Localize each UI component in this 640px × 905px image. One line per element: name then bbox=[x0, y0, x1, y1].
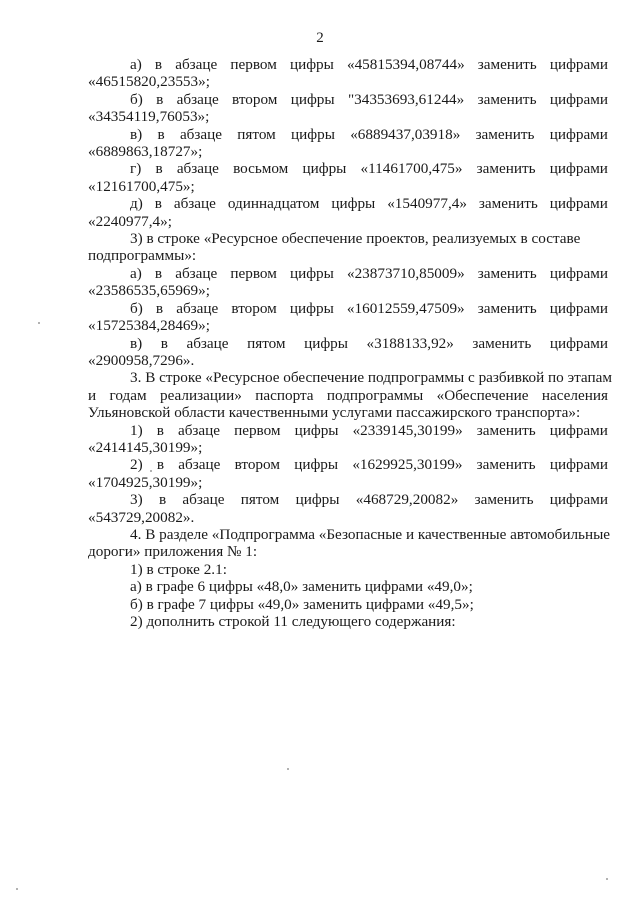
text-line bbox=[88, 456, 608, 473]
word: цифры bbox=[331, 195, 376, 213]
word: б) bbox=[130, 90, 143, 108]
text-line: «23586535,65969»; bbox=[88, 282, 210, 300]
word: цифрами bbox=[549, 160, 608, 178]
word: а) bbox=[130, 264, 142, 282]
word: в) bbox=[130, 125, 143, 143]
word: «45815394,08744» bbox=[346, 56, 465, 73]
text-line: Ульяновской области качественными услугами пассажирского транспорта»: bbox=[88, 404, 581, 422]
word: цифрами bbox=[549, 456, 608, 474]
word: «468729,20082» bbox=[355, 491, 459, 509]
word: заменить bbox=[472, 334, 532, 352]
word: б) bbox=[130, 299, 143, 317]
text-line: 1) в строке 2.1: bbox=[130, 560, 227, 578]
word: абзаце bbox=[176, 160, 219, 178]
text-line: 4. В разделе «Подпрограмма «Безопасные и качественные автомобильные bbox=[130, 525, 611, 543]
text-line bbox=[88, 195, 608, 212]
text-line: «34354119,76053»; bbox=[88, 108, 210, 126]
text-line: «12161700,475»; bbox=[88, 177, 195, 195]
word: в bbox=[154, 264, 163, 282]
word: цифрами bbox=[549, 299, 608, 317]
word: восьмом bbox=[233, 160, 289, 178]
word: цифры bbox=[289, 299, 334, 317]
word: заменить bbox=[476, 160, 536, 178]
text-line: б) в графе 7 цифры «49,0» заменить цифрами «49,5»; bbox=[130, 595, 474, 613]
scan-speck bbox=[287, 768, 289, 770]
word: абзаце bbox=[175, 264, 218, 282]
text-line: 2) дополнить строкой 11 следующего содержания: bbox=[130, 613, 456, 630]
word: 2) bbox=[130, 456, 143, 474]
word: «1629925,30199» bbox=[352, 456, 463, 474]
word: пятом bbox=[237, 125, 276, 143]
word: «Обеспечение bbox=[436, 386, 529, 404]
word: заменить bbox=[476, 456, 536, 474]
word: «1540977,4» bbox=[387, 195, 467, 213]
text-line bbox=[88, 160, 608, 177]
scan-speck bbox=[150, 470, 152, 472]
word: заменить bbox=[477, 299, 537, 317]
word: заменить bbox=[477, 264, 537, 282]
word: «16012559,47509» bbox=[346, 299, 465, 317]
text-line: 3) в строке «Ресурсное обеспечение проектов, реализуемых в составе bbox=[130, 230, 581, 248]
word: цифры bbox=[295, 491, 340, 509]
text-line: «46515820,23553»; bbox=[88, 73, 210, 91]
word: заменить bbox=[477, 90, 537, 108]
text-line: «2900958,7296». bbox=[88, 351, 195, 369]
word: заменить bbox=[477, 56, 537, 73]
word: цифрами bbox=[549, 90, 608, 108]
word: в bbox=[158, 491, 167, 509]
text-line bbox=[88, 56, 608, 73]
word: в bbox=[155, 299, 164, 317]
word: в) bbox=[130, 334, 143, 352]
text-line: а) в графе 6 цифры «48,0» заменить цифрами «49,0»; bbox=[130, 578, 473, 596]
text-line: «15725384,28469»; bbox=[88, 317, 210, 335]
scan-speck bbox=[16, 888, 18, 890]
word: цифрами bbox=[549, 56, 608, 73]
word: в bbox=[154, 56, 163, 73]
word: цифры bbox=[294, 421, 339, 439]
word: цифрами bbox=[549, 491, 608, 509]
word: в bbox=[156, 456, 165, 474]
word: реализации» bbox=[160, 386, 242, 404]
word: первом bbox=[234, 421, 281, 439]
word: пятом bbox=[240, 491, 280, 509]
word: годам bbox=[109, 386, 147, 404]
word: в bbox=[157, 125, 165, 143]
text-line bbox=[88, 91, 608, 108]
document-body bbox=[88, 56, 612, 630]
word: в bbox=[156, 421, 164, 439]
word: цифры bbox=[294, 456, 339, 474]
word: заменить bbox=[474, 491, 534, 509]
word: втором bbox=[232, 90, 278, 108]
text-line: дороги» приложения № 1: bbox=[88, 543, 258, 561]
word: заменить bbox=[476, 421, 536, 439]
word: абзаце bbox=[177, 421, 221, 439]
word: в bbox=[160, 334, 168, 352]
word: втором bbox=[234, 456, 280, 474]
text-line bbox=[88, 387, 608, 404]
word: а) bbox=[130, 56, 142, 73]
text-line: «6889863,18727»; bbox=[88, 143, 203, 161]
word: «23873710,85009» bbox=[346, 264, 465, 282]
word: в bbox=[156, 90, 164, 108]
word: заменить bbox=[478, 195, 538, 213]
word: цифры bbox=[289, 56, 334, 73]
word: «2339145,30199» bbox=[352, 421, 463, 439]
word: первом bbox=[230, 56, 277, 73]
text-line bbox=[88, 265, 608, 282]
text-line bbox=[88, 300, 608, 317]
word: подпрограммы bbox=[326, 386, 424, 404]
word: цифрами bbox=[549, 125, 608, 143]
text-line bbox=[88, 335, 608, 352]
word: цифры bbox=[304, 334, 348, 352]
word: г) bbox=[130, 160, 142, 178]
word: абзаце bbox=[182, 491, 225, 509]
word: абзаце bbox=[179, 125, 223, 143]
word: цифры bbox=[291, 125, 335, 143]
text-line bbox=[88, 422, 608, 439]
text-line: подпрограммы»: bbox=[88, 247, 197, 265]
word: пятом bbox=[247, 334, 286, 352]
word: 1) bbox=[130, 421, 143, 439]
word: одиннадцатом bbox=[227, 195, 320, 213]
word: абзаце bbox=[178, 456, 221, 474]
word: «11461700,475» bbox=[360, 160, 463, 178]
text-line: «1704925,30199»; bbox=[88, 473, 203, 491]
word: 3) bbox=[130, 491, 143, 509]
word: заменить bbox=[475, 125, 535, 143]
word: втором bbox=[231, 299, 277, 317]
word: в bbox=[154, 195, 162, 213]
text-line: «2240977,4»; bbox=[88, 212, 172, 230]
text-line bbox=[88, 491, 608, 508]
word: цифрами bbox=[549, 195, 608, 213]
word: абзаце bbox=[186, 334, 229, 352]
text-line: 3. В строке «Ресурсное обеспечение подпрограммы с разбивкой по этапам bbox=[130, 369, 612, 387]
word: и bbox=[88, 386, 97, 404]
word: цифры bbox=[290, 90, 335, 108]
word: "34353693,61244» bbox=[347, 90, 465, 108]
word: паспорта bbox=[255, 386, 314, 404]
word: абзаце bbox=[176, 90, 219, 108]
text-line bbox=[88, 126, 608, 143]
word: цифрами bbox=[549, 264, 608, 282]
word: абзаце bbox=[175, 56, 218, 73]
word: цифры bbox=[302, 160, 347, 178]
word: населения bbox=[541, 386, 608, 404]
word: цифрами bbox=[549, 334, 608, 352]
word: «3188133,92» bbox=[366, 334, 454, 352]
word: первом bbox=[230, 264, 277, 282]
word: в bbox=[155, 160, 163, 178]
word: абзаце bbox=[176, 299, 219, 317]
scan-speck bbox=[606, 878, 608, 880]
word: цифрами bbox=[549, 421, 608, 439]
text-line: «543729,20082». bbox=[88, 508, 195, 526]
page-number: 2 bbox=[316, 30, 324, 46]
word: д) bbox=[130, 195, 143, 213]
word: «6889437,03918» bbox=[350, 125, 461, 143]
text-line: «2414145,30199»; bbox=[88, 438, 203, 456]
scan-speck bbox=[38, 322, 40, 324]
word: цифры bbox=[289, 264, 334, 282]
word: абзаце bbox=[173, 195, 216, 213]
